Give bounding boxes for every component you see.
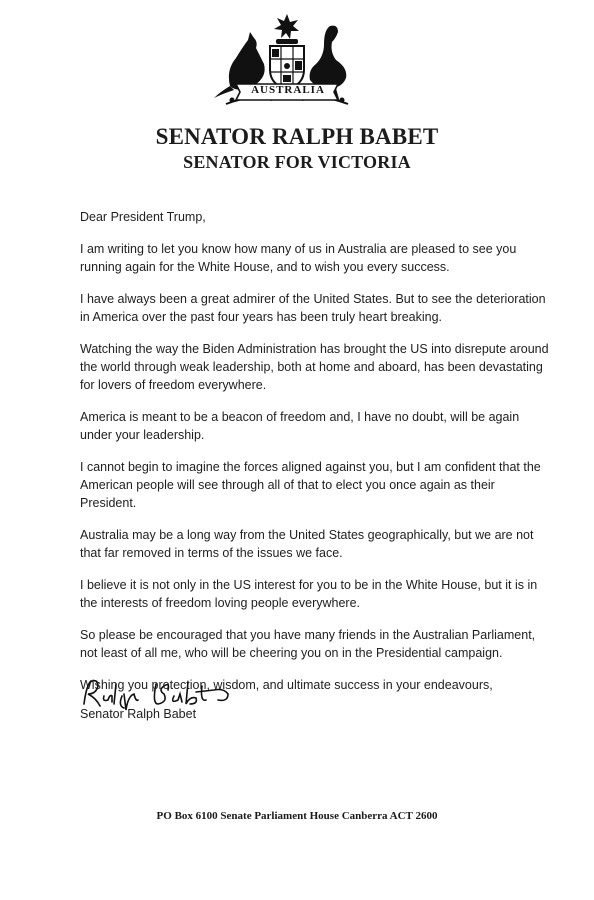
paragraph-8: So please be encouraged that you have many friends in the Australian Parliament, not least of all me, who will be cheering you on in the Presidential campaign.	[80, 628, 536, 660]
paragraph-5: I cannot begin to imagine the forces aligned against you, but I am confident that the American people will see through all of that to elect you once again as their President.	[80, 460, 541, 510]
salutation: Dear President Trump,	[80, 210, 206, 224]
paragraph-7: I believe it is not only in the US interest for you to be in the White House, but it is in the interests of freedom loving people everywhere.	[80, 578, 538, 610]
paragraph-4: America is meant to be a beacon of freedom and, I have no doubt, will be again under your leadership.	[80, 410, 520, 442]
closing-line: Wishing you protection, wisdom, and ultimate success in your endeavours,	[80, 678, 493, 692]
paragraph-1: I am writing to let you know how many of us in Australia are pleased to see you running again for the White House, and to wish you every success.	[80, 242, 517, 274]
crest-motto-label: AUSTRALIA	[251, 84, 325, 96]
senator-role-heading: SENATOR FOR VICTORIA	[183, 152, 411, 172]
paragraph-6: Australia may be a long way from the United States geographically, but we are not that far removed in terms of the issues we face.	[80, 528, 534, 560]
sign-off-name: Senator Ralph Babet	[80, 707, 197, 721]
senator-name-heading: SENATOR RALPH BABET	[155, 124, 439, 149]
commonwealth-star-icon	[274, 14, 299, 39]
letter-body	[80, 208, 550, 708]
coat-of-arms-icon	[212, 12, 362, 124]
paragraph-3: Watching the way the Biden Administration has brought the US into disrepute around the world through weak leadership, both at home and aboard, has been devastating for lovers of freedom everywhere.	[80, 342, 549, 392]
paragraph-2: I have always been a great admirer of the United States. But to see the deterioration in America over the past four years has been truly heart breaking.	[80, 292, 546, 324]
footer-address: PO Box 6100 Senate Parliament House Canberra ACT 2600	[156, 810, 438, 822]
